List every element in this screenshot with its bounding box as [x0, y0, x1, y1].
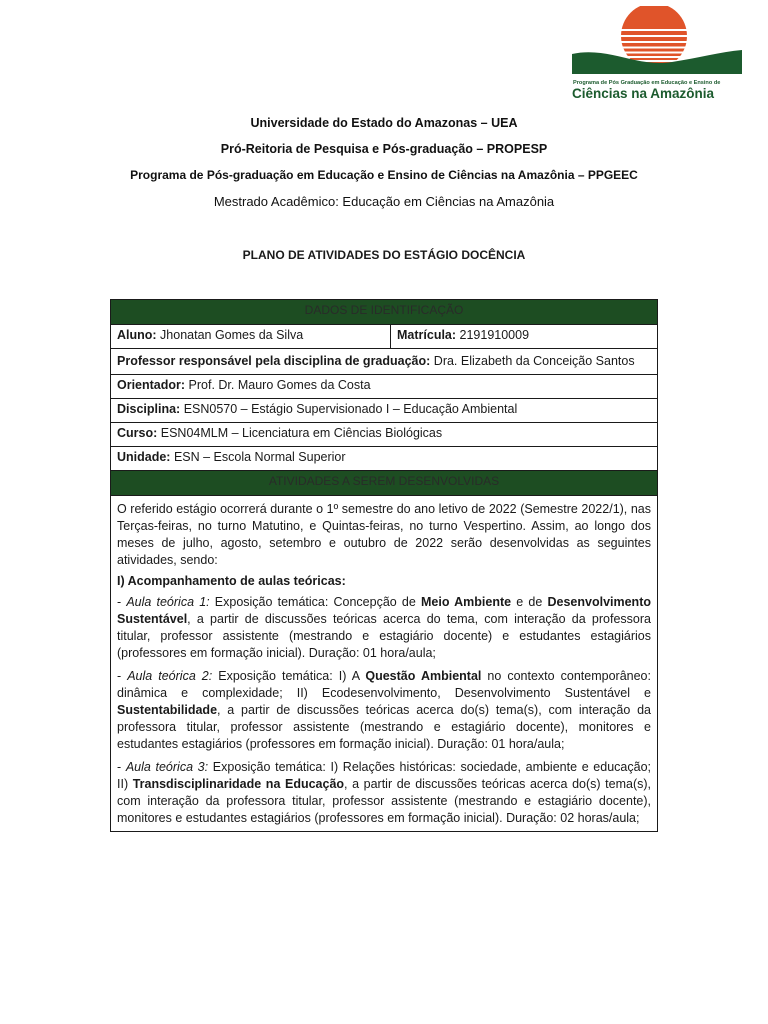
registration-cell: [391, 325, 658, 349]
course-label: Curso:: [117, 426, 158, 440]
registration-label: Matrícula:: [397, 328, 457, 342]
activity-plan-table: [110, 299, 658, 832]
activities-body: [111, 496, 658, 832]
logo-subtitle: Programa de Pós Graduação em Educação e Ensino de: [573, 80, 721, 86]
registration-value: 2191910009: [456, 328, 530, 342]
logo-title: Ciências na Amazônia: [572, 86, 715, 101]
document-title: PLANO DE ATIVIDADES DO ESTÁGIO DOCÊNCIA: [242, 248, 526, 262]
professor-label: Professor responsável pela disciplina de graduação:: [117, 354, 431, 368]
program-logo: [568, 6, 744, 106]
unit-value: ESN – Escola Normal Superior: [170, 450, 346, 464]
pro-rectory-name: Pró-Reitoria de Pesquisa e Pós-graduação – PROPESP: [220, 142, 548, 156]
unit-cell: [111, 447, 658, 471]
lecture-1: - Aula teórica 1: Exposição temática: Concepção de Meio Ambiente e de Desenvolvimento Sustentável, a partir de discussões teóricas acerca do tema, com interação da professora titular, professor assistente (mestrando e estagiário docente) e estudantes estagiários (professores em formação inicial). Duração: 01 hora/aula;: [117, 595, 651, 660]
program-name: Programa de Pós-graduação em Educação e Ensino de Ciências na Amazônia – PPGEEC: [130, 168, 638, 182]
activities-intro: O referido estágio ocorrerá durante o 1º semestre do ano letivo de 2022 (Semestre 2022/1), nas Terças-feiras, no turno Matutino, e Quintas-feiras, no turno Vespertino. Assim, ao longo dos meses de julho, agosto, setembro e outubro de 2022 serão desenvolvidas as seguintes atividades, sendo:: [117, 502, 651, 567]
unit-label: Unidade:: [117, 450, 171, 464]
lecture-3: - Aula teórica 3: Exposição temática: I) Relações históricas: sociedade, ambiente e educação; II) Transdisciplinaridade na Educação, a partir de discussões teóricas acerca do(s) tema(s), com interação da professora titular, professor assistente (mestrando e estagiário docente), monitores e estudantes estagiários (professores em formação inicial). Duração: 02 horas/aula;: [117, 760, 651, 825]
student-value: Jhonatan Gomes da Silva: [156, 328, 304, 342]
sun-wave-logo-icon: [568, 6, 744, 82]
professor-cell: [111, 349, 658, 375]
advisor-label: Orientador:: [117, 378, 186, 392]
activities-section-header: ATIVIDADES A SEREM DESENVOLVIDAS: [111, 471, 658, 496]
university-name: Universidade do Estado do Amazonas – UEA: [250, 116, 518, 130]
course-cell: [111, 423, 658, 447]
student-cell: [111, 325, 391, 349]
activities-heading-1: I) Acompanhamento de aulas teóricas:: [117, 574, 346, 588]
discipline-cell: [111, 399, 658, 423]
discipline-label: Disciplina:: [117, 402, 181, 416]
course-level: Mestrado Acadêmico: Educação em Ciências na Amazônia: [213, 194, 555, 209]
identification-section-header: DADOS DE IDENTIFICAÇÃO: [111, 300, 658, 325]
advisor-value: Prof. Dr. Mauro Gomes da Costa: [185, 378, 371, 392]
discipline-value: ESN0570 – Estágio Supervisionado I – Educação Ambiental: [180, 402, 518, 416]
professor-value: Dra. Elizabeth da Conceição Santos: [430, 354, 635, 368]
student-label: Aluno:: [117, 328, 157, 342]
lecture-2: - Aula teórica 2: Exposição temática: I) A Questão Ambiental no contexto contemporâneo: dinâmica e complexidade; II) Ecodesenvolvimento, Desenvolvimento Sustentável e Sustentabilidade, a partir de discussões teóricas acerca do(s) tema(s), com interação da professora titular, professor assistente (mestrando e estagiário docente), monitores e estudantes estagiários (professores em formação inicial). Duração: 01 hora/aula;: [117, 669, 651, 751]
course-value: ESN04MLM – Licenciatura em Ciências Biológicas: [157, 426, 443, 440]
advisor-cell: [111, 375, 658, 399]
